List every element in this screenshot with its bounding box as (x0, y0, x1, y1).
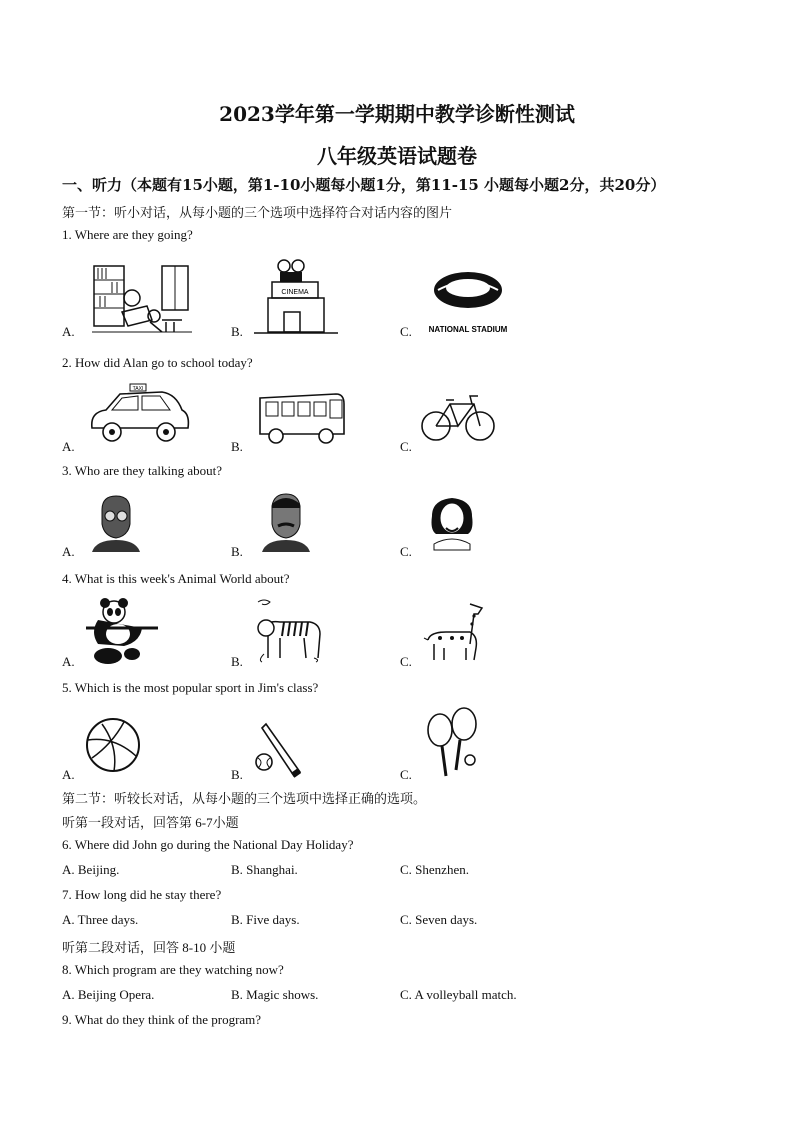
q5-label-c: C. (400, 767, 412, 782)
q7-option-a: A. Three days. (62, 912, 139, 927)
question-1: 1. Where are they going? (62, 227, 193, 242)
q4-label-c: C. (400, 654, 412, 669)
baseball-icon (252, 722, 308, 780)
question-3: 3. Who are they talking about? (62, 463, 223, 478)
question-8: 8. Which program are they watching now? (62, 962, 284, 977)
tiger-icon (254, 598, 324, 664)
section1-intro: 第一节：听小对话，从每小题的三个选项中选择符合对话内容的图片 (62, 205, 453, 220)
taxi-sign: TAXI (132, 386, 144, 392)
q8-option-c: C. A volleyball match. (400, 987, 517, 1002)
q6-option-a: A. Beijing. (62, 862, 120, 877)
q7-option-c: C. Seven days. (400, 912, 478, 927)
portrait-shakespeare-icon (424, 494, 480, 552)
stadium-caption: NATIONAL STADIUM (428, 325, 508, 334)
q8-option-a: A. Beijing Opera. (62, 987, 155, 1002)
q3-label-b: B. (231, 544, 243, 559)
library-icon (92, 262, 192, 334)
q8-option-b: B. Magic shows. (231, 987, 319, 1002)
dialog1-intro: 听第一段对话，回答第 6-7小题 (62, 815, 239, 830)
panda-icon (84, 598, 160, 666)
q4-label-a: A. (62, 654, 75, 669)
section2-intro: 第二节：听较长对话，从每小题的三个选项中选择正确的选项。 (62, 791, 427, 806)
question-2: 2. How did Alan go to school today? (62, 355, 253, 370)
question-7: 7. How long did he stay there? (62, 887, 222, 902)
q6-option-b: B. Shanghai. (231, 862, 298, 877)
portrait-glasses-icon (88, 492, 144, 552)
bicycle-icon (420, 392, 496, 444)
q1-label-b: B. (231, 324, 243, 339)
ping-pong-icon (424, 704, 484, 780)
question-6: 6. Where did John go during the National Day Holiday? (62, 837, 354, 852)
q3-label-c: C. (400, 544, 412, 559)
q3-label-a: A. (62, 544, 75, 559)
question-9: 9. What do they think of the program? (62, 1012, 262, 1027)
bus-icon (256, 390, 348, 446)
cinema-sign: CINEMA (281, 289, 309, 296)
q7-option-b: B. Five days. (231, 912, 300, 927)
volleyball-icon (84, 716, 142, 774)
question-4: 4. What is this week's Animal World about? (62, 571, 290, 586)
question-5: 5. Which is the most popular sport in Jim's class? (62, 680, 319, 695)
q2-label-a: A. (62, 439, 75, 454)
q6-option-c: C. Shenzhen. (400, 862, 469, 877)
q1-label-a: A. (62, 324, 75, 339)
q1-label-c: C. (400, 324, 412, 339)
taxi-icon (86, 382, 192, 448)
part1-heading: 一、听力（本题有15小题，第1-10小题每小题1分，第11-15 小题每小题2分，共20分） (62, 176, 666, 194)
giraffe-icon (420, 600, 492, 666)
q2-label-c: C. (400, 439, 412, 454)
cinema-icon (252, 258, 340, 336)
q5-label-b: B. (231, 767, 243, 782)
stadium-icon (420, 264, 516, 336)
portrait-moustache-icon (258, 492, 314, 552)
dialog2-intro: 听第二段对话，回答 8-10 小题 (62, 940, 236, 955)
q2-label-b: B. (231, 439, 243, 454)
exam-title: 2023学年第一学期期中教学诊断性测试 (219, 102, 575, 126)
q4-label-b: B. (231, 654, 243, 669)
q5-label-a: A. (62, 767, 75, 782)
exam-subtitle: 八年级英语试题卷 (317, 144, 477, 168)
